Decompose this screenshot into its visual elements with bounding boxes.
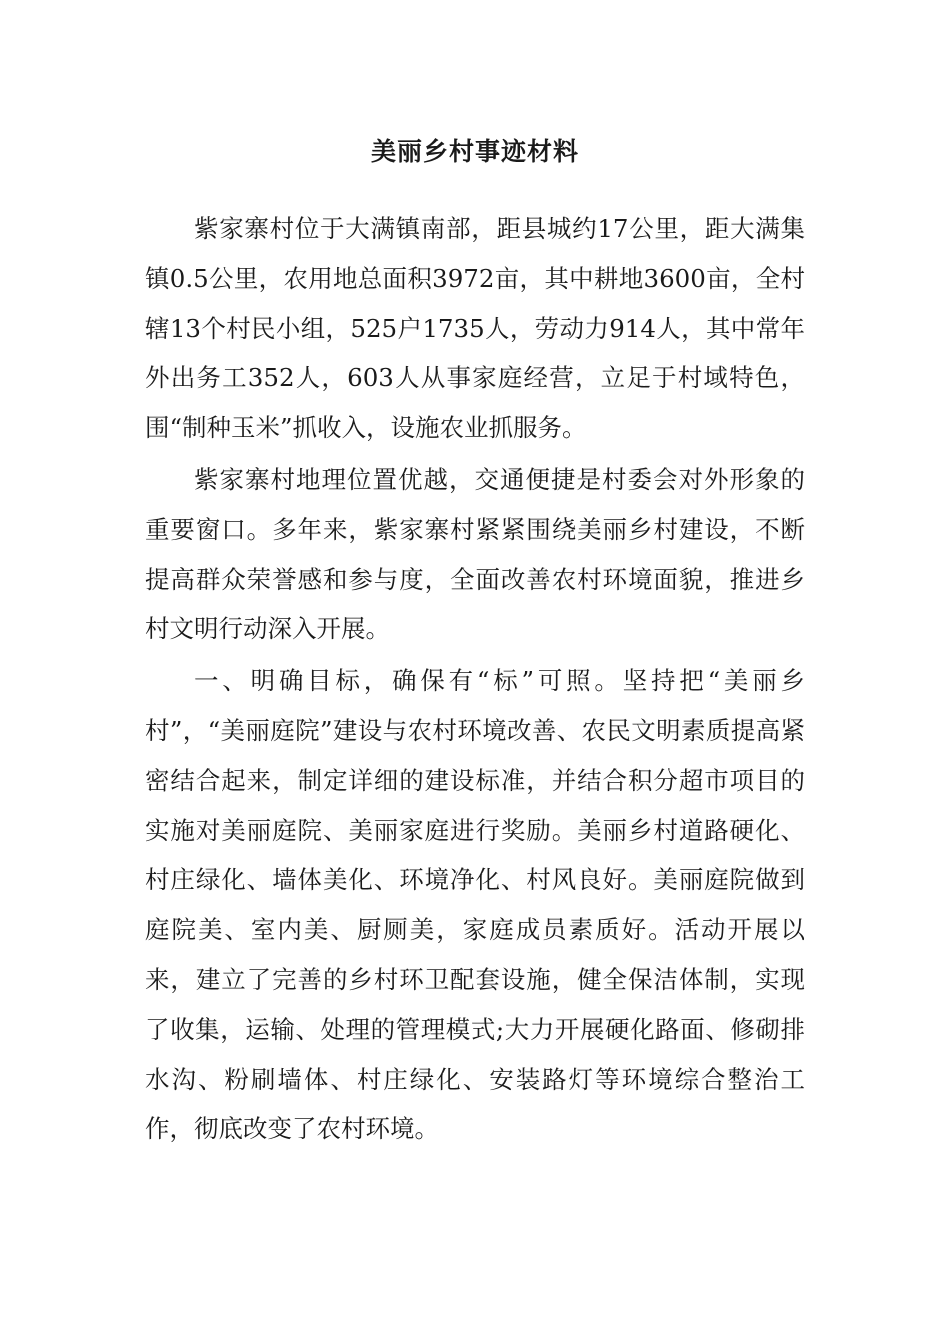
- document-title: 美丽乡村事迹材料: [370, 137, 579, 166]
- document-body: [145, 204, 805, 1156]
- paragraph-village-overview: 紫家寨村位于大满镇南部，距县城约17公里，距大满集镇0.5公里，农用地总面积3972亩，其中耕地3600亩，全村辖13个村民小组，525户1735人，劳动力914人，其中常年外出务工352人，603人从事家庭经营，立足于村域特色，围“制种玉米”抓收入，设施农业抓服务。: [145, 214, 805, 443]
- paragraph-clear-goals: 一、明确目标，确保有“标”可照。坚持把“美丽乡村”，“美丽庭院”建设与农村环境改善、农民文明素质提高紧密结合起来，制定详细的建设标准，并结合积分超市项目的实施对美丽庭院、美丽家庭进行奖励。美丽乡村道路硬化、村庄绿化、墙体美化、环境净化、村风良好。美丽庭院做到庭院美、室内美、厨厕美，家庭成员素质好。活动开展以来，建立了完善的乡村环卫配套设施，健全保洁体制，实现了收集，运输、处理的管理模式;大力开展硬化路面、修砌排水沟、粉刷墙体、村庄绿化、安装路灯等环境综合整治工作，彻底改变了农村环境。: [145, 666, 805, 1144]
- paragraph-location-advantage: 紫家寨村地理位置优越，交通便捷是村委会对外形象的重要窗口。多年来，紫家寨村紧紧围绕美丽乡村建设，不断提高群众荣誉感和参与度，全面改善农村环境面貌，推进乡村文明行动深入开展。: [145, 464, 805, 644]
